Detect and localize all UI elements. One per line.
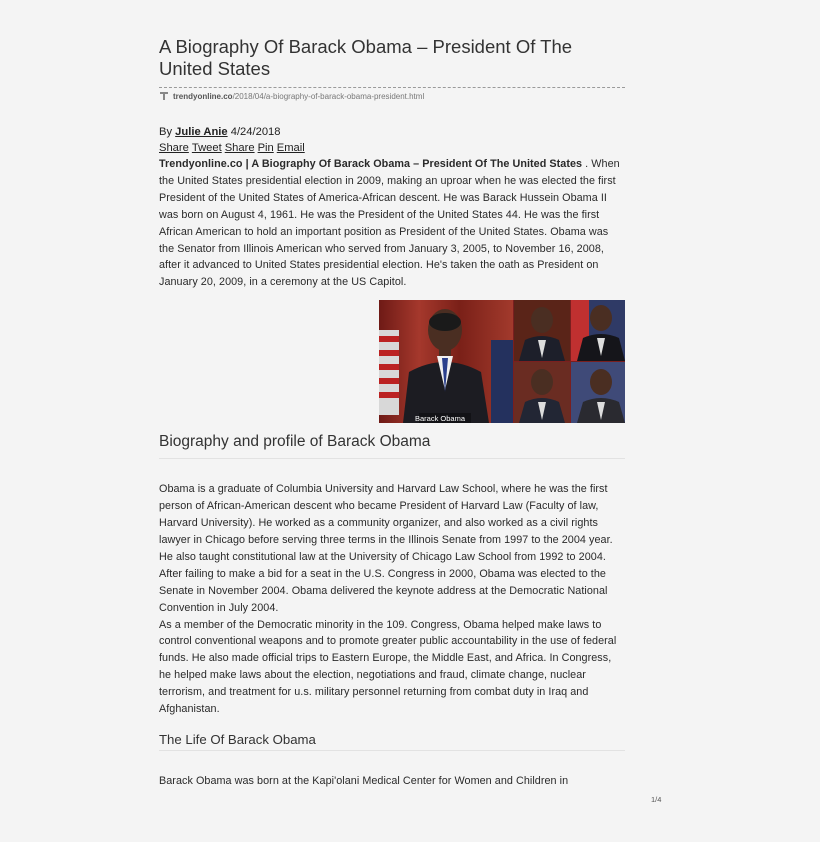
lead-title: A Biography Of Barack Obama – President Of The United States bbox=[251, 158, 583, 170]
share-bar bbox=[159, 140, 625, 156]
favicon-icon bbox=[159, 91, 169, 101]
article bbox=[159, 36, 625, 790]
section-heading-biography: Biography and profile of Barack Obama bbox=[159, 433, 625, 459]
lead-site: Trendyonline.co bbox=[159, 158, 243, 170]
lead-text: . When the United States presidential election in 2009, making an uproar when he was elected the first President of the United States of America-African descent. He was Barack Hussein Obama II was born on August 4, 1961. He was the President of the United States 44. He was the first African American to hold an important position as President of the United States. Obama was the Senator from Illinois American who served from January 3, 2005, to November 16, 2008, after it advanced to United States presidential election. He's taken the oath as President on January 20, 2009, in a ceremony at the US Capitol. bbox=[159, 158, 620, 289]
byline-prefix: By bbox=[159, 126, 173, 138]
share-link-google[interactable]: Share bbox=[224, 142, 255, 154]
byline bbox=[159, 124, 625, 140]
page-number: 1/4 bbox=[651, 795, 662, 804]
life-paragraph-1: Barack Obama was born at the Kapi'olani Medical Center for Women and Children in bbox=[159, 774, 569, 787]
obama-collage-image bbox=[379, 300, 625, 423]
biography-paragraph-2: As a member of the Democratic minority in the 109. Congress, Obama helped make laws to control conventional weapons and to promote greater public accountability in the use of federal funds. He also made official trips to Eastern Europe, the Middle East, and Africa. In Congress, he helped make laws about the election, negotiations and fraud, climate change, nuclear terrorism, and treatment for u.s. military personnel returning from combat duty in Iraq and Afghanistan. bbox=[159, 618, 617, 716]
pin-link[interactable]: Pin bbox=[257, 142, 274, 154]
lead-paragraph bbox=[159, 156, 625, 291]
lead-separator: | bbox=[242, 158, 252, 170]
biography-paragraph-1: Obama is a graduate of Columbia University and Harvard Law School, where he was the first person of African-American descent who became President of Harvard Law (Faculty of law, Harvard University). He worked as a community organizer, and also worked as a civil rights lawyer in Chicago before serving three terms in the Illinois Senate from 1997 to the 2004 year. He also taught constitutional law at the University of Chicago Law School from 1992 to 2004. After failing to make a bid for a seat in the U.S. Congress in 2000, Obama was elected to the Senate in November 2004. Obama delivered the keynote address at the Democratic National Convention in July 2004. bbox=[159, 483, 613, 614]
source-path: /2018/04/a-biography-of-barack-obama-president.html bbox=[232, 91, 425, 101]
source-domain: trendyonline.co bbox=[173, 91, 233, 101]
share-link-facebook[interactable]: Share bbox=[159, 142, 189, 154]
author-link[interactable]: Julie Anie bbox=[175, 126, 228, 138]
publish-date: 4/24/2018 bbox=[230, 126, 281, 138]
email-link[interactable]: Email bbox=[276, 142, 305, 154]
image-caption: Barack Obama bbox=[415, 414, 466, 424]
article-title: A Biography Of Barack Obama – President Of The United States bbox=[159, 36, 573, 79]
collage-photo bbox=[379, 300, 625, 423]
source-url[interactable] bbox=[159, 87, 625, 101]
tweet-link[interactable]: Tweet bbox=[191, 142, 222, 154]
section-heading-life: The Life Of Barack Obama bbox=[159, 732, 625, 751]
